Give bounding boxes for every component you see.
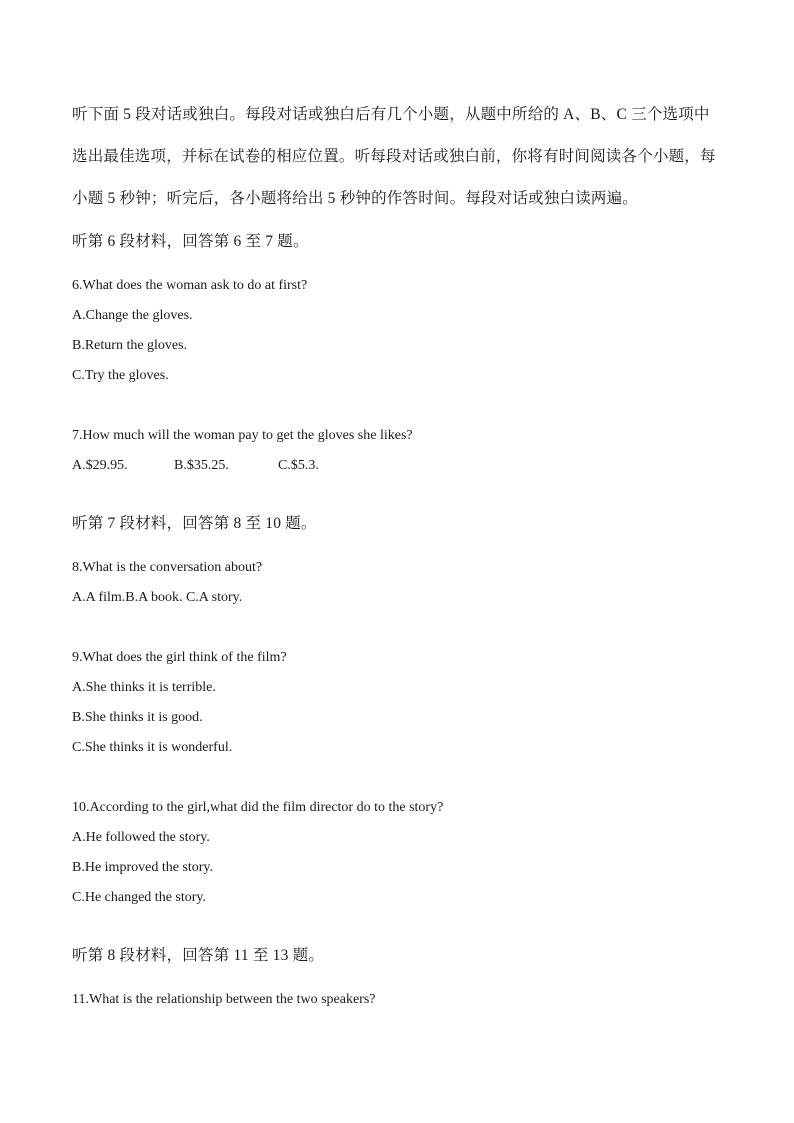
section-heading: 听第 7 段材料，回答第 8 至 10 题。 bbox=[72, 515, 317, 532]
question-stem: 7.How much will the woman pay to get the gloves she likes? bbox=[72, 428, 413, 443]
intro-line-3: 小题 5 秒钟；听完后，各小题将给出 5 秒钟的作答时间。每段对话或独白读两遍。 bbox=[72, 190, 639, 207]
option: B.Return the gloves. bbox=[72, 338, 188, 353]
question-stem: 9.What does the girl think of the film? bbox=[72, 650, 287, 665]
options-row: A.A film.B.A book. C.A story. bbox=[72, 590, 243, 605]
option: C.$5.3. bbox=[278, 458, 319, 473]
section-heading: 听第 8 段材料，回答第 11 至 13 题。 bbox=[72, 947, 325, 964]
option: B.She thinks it is good. bbox=[72, 710, 203, 725]
option: A.She thinks it is terrible. bbox=[72, 680, 216, 695]
intro-line-1: 听下面 5 段对话或独白。每段对话或独白后有几个小题，从题中所给的 A、B、C 三个选项中 bbox=[72, 106, 710, 123]
option: A.Change the gloves. bbox=[72, 308, 193, 323]
intro-line-2: 选出最佳选项，并标在试卷的相应位置。听每段对话或独白前，你将有时间阅读各个小题，每 bbox=[72, 148, 716, 165]
option: B.He improved the story. bbox=[72, 860, 214, 875]
question-stem: 8.What is the conversation about? bbox=[72, 560, 263, 575]
question-stem: 11.What is the relationship between the two speakers? bbox=[72, 992, 376, 1007]
option: C.Try the gloves. bbox=[72, 368, 169, 383]
option: B.$35.25. bbox=[174, 458, 229, 473]
question-stem: 6.What does the woman ask to do at first? bbox=[72, 278, 308, 293]
question-stem: 10.According to the girl,what did the film director do to the story? bbox=[72, 800, 444, 815]
option: C.She thinks it is wonderful. bbox=[72, 740, 233, 755]
option: C.He changed the story. bbox=[72, 890, 206, 905]
option: A.$29.95. bbox=[72, 458, 128, 473]
option: A.He followed the story. bbox=[72, 830, 210, 845]
options-row bbox=[72, 457, 319, 475]
section-heading: 听第 6 段材料，回答第 6 至 7 题。 bbox=[72, 233, 309, 250]
